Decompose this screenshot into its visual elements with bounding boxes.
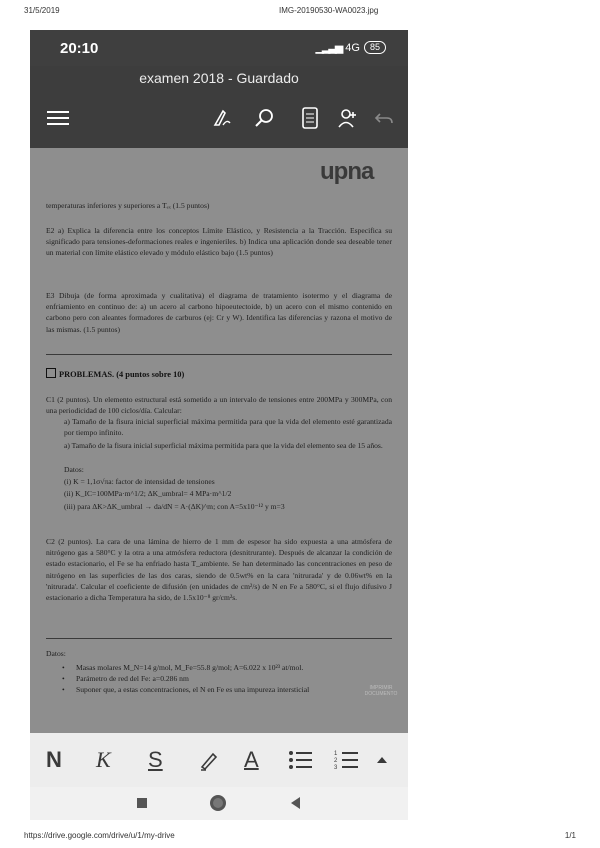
- status-bar: [30, 30, 408, 66]
- datos-list: [46, 662, 392, 696]
- dato-item: • Parámetro de red del Fe: a=0.286 nm: [46, 673, 392, 684]
- back-icon[interactable]: [286, 793, 306, 813]
- dato-item: • Masas molares M_N=14 g/mol, M_Fe=55.8 g/mol; A=6.022 x 10²³ at/mol.: [46, 662, 392, 673]
- problem-c1-dato-1: (i) K = 1,1σ√πa: factor de intensidad de tensiones: [64, 477, 215, 486]
- system-nav-bar: [30, 787, 408, 820]
- svg-text:3: 3: [334, 765, 338, 771]
- document-title: examen 2018 - Guardado: [139, 70, 299, 86]
- font-color-button[interactable]: A: [244, 747, 259, 772]
- problem-c1-dato-3: (iii) para ΔK>ΔK_umbral → da/dN = A·(ΔK)^m; con A=5x10⁻¹² y m=3: [64, 502, 285, 511]
- print-page-number: 1/1: [564, 831, 576, 840]
- status-right: [315, 41, 386, 54]
- print-filename: IMG-20190530-WA0023.jpg: [279, 6, 379, 15]
- formatting-toolbar: [30, 733, 408, 787]
- question-e2: E2 a) Explica la diferencia entre los conceptos Límite Elástico, y Resistencia a la Tracción. Especifica su significado para tensiones-deformaciones reales e ingenieriles. b) Indica una aplicación donde sea deseable tener un material con límite elástico elevado y módulo elástico bajo (1.5 puntos): [46, 226, 392, 258]
- home-icon[interactable]: [208, 793, 228, 813]
- italic-button[interactable]: K: [96, 747, 111, 772]
- app-toolbar: [30, 104, 408, 136]
- bullet-list-icon[interactable]: [288, 745, 312, 775]
- expand-up-icon[interactable]: [376, 745, 388, 775]
- network-label: 4G: [345, 41, 360, 54]
- watermark-stamp: IMPRIMIR DOCUMENTO: [364, 685, 398, 697]
- undo-icon[interactable]: [370, 104, 398, 132]
- highlighter-icon[interactable]: [198, 745, 220, 775]
- print-date: 31/5/2019: [24, 6, 60, 15]
- problem-c1-b: a) Tamaño de la fisura inicial superficial máxima permitida para que la vida del elemento sea de 15 años.: [64, 441, 383, 450]
- problem-c1-intro: C1 (2 puntos). Un elemento estructural está sometido a un intervalo de tensiones entre 200MPa y 300MPa, con una periodicidad de 100 ciclos/día. Calcular:: [46, 395, 392, 416]
- reading-mode-icon[interactable]: [296, 104, 324, 132]
- dato-item: • Suponer que, a estas concentraciones, el N en Fe es una impureza intersticial: [46, 684, 392, 695]
- section-checkbox: [46, 368, 56, 378]
- recents-icon[interactable]: [132, 793, 152, 813]
- status-time: 20:10: [60, 40, 99, 57]
- document-page[interactable]: [30, 148, 408, 733]
- problem-c2-text: C2 (2 puntos). La cara de una lámina de hierro de 1 mm de espesor ha sido expuesta a una atmósfera de nitrógeno gas a 580°C y la otra a una atmósfera reductora (desnitrurante). Después de alcanzar la condición de estado estacionario, el Fe se ha enfriado hasta T_ambiente. Se han determinado las concentraciones en peso de nitrógeno en las superficies de las dos caras, siendo de 0.5wt% en la cara 'nitrurada' y de 0.06wt% en la 'nitrurada'. Calcular el coeficiente de difusión (en unidades de cm²/s) de N en Fe a 580°C, si el flujo difusivo J estacionario a dicha Temperatura ha sido, de 1.5x10⁻⁸ gr/cm²s.: [46, 537, 392, 603]
- battery-icon: [364, 41, 386, 54]
- problem-c1-datos-label: Datos:: [64, 465, 84, 474]
- menu-icon[interactable]: [44, 104, 72, 132]
- battery-level: 85: [369, 42, 380, 52]
- problem-c1-a: a) Tamaño de la fisura inicial superficial máxima permitida para que la vida del elemento esté garantizada por tiempo infinito.: [64, 417, 392, 438]
- problems-heading-text: PROBLEMAS. (4 puntos sobre 10): [59, 370, 185, 379]
- question-e3: E3 Dibuja (de forma aproximada y cualitativa) el diagrama de tratamiento isotermo y el diagrama de enfriamiento en continuo de: a) un acero al carbono hipoeutectoide, b) un acero con el mismo contenido en carbono pero con aleantes formadores de carburos (ej: Cr y W). Identifica las diferencias y razona el motivo de las mismas. (1.5 puntos): [46, 291, 392, 334]
- problems-heading: [46, 368, 184, 379]
- doc-intro-line: temperaturas inferiores y superiores a Tₑₓ (1.5 puntos): [46, 201, 210, 210]
- svg-text:1: 1: [334, 751, 338, 757]
- print-url: https://drive.google.com/drive/u/1/my-drive: [24, 831, 175, 840]
- datos-divider: [46, 638, 392, 639]
- university-logo: upna: [320, 158, 374, 185]
- svg-text:2: 2: [334, 758, 338, 764]
- datos-label: Datos:: [46, 649, 66, 658]
- section-divider: [46, 354, 392, 355]
- numbered-list-icon[interactable]: [334, 745, 358, 775]
- bold-button[interactable]: N: [46, 747, 62, 772]
- share-person-icon[interactable]: [333, 104, 361, 132]
- draw-icon[interactable]: [208, 104, 236, 132]
- strikethrough-button[interactable]: S: [148, 747, 163, 772]
- signal-icon: ▁▂▃▅: [315, 42, 342, 54]
- phone-screenshot: [30, 30, 408, 820]
- app-header: [30, 66, 408, 148]
- problem-c1-dato-2: (ii) K_IC=100MPa·m^1/2; ΔK_umbral= 4 MPa·m^1/2: [64, 489, 232, 498]
- search-icon[interactable]: [250, 104, 278, 132]
